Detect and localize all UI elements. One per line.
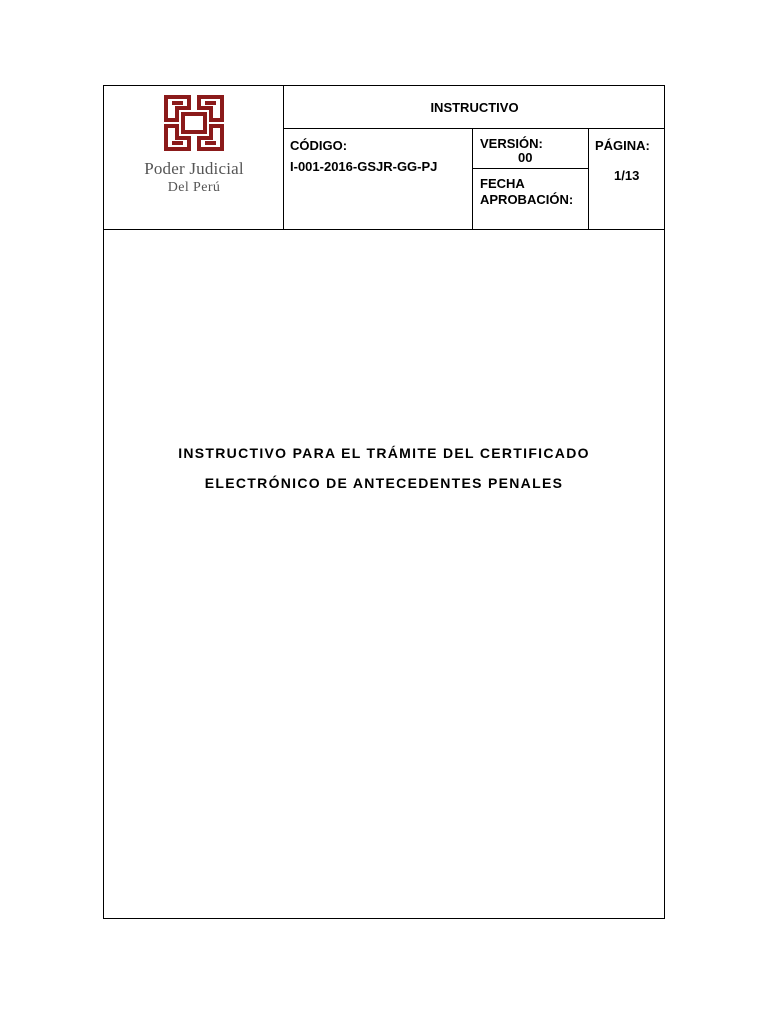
poder-judicial-logo-icon [163,94,225,152]
aprobacion-label: APROBACIÓN: [480,192,574,207]
document-header-table [104,86,664,230]
logo-text-line2: Del Perú [167,180,221,195]
pagina-cell [589,129,665,229]
header-title: INSTRUCTIVO [284,86,665,129]
codigo-value: I-001-2016-GSJR-GG-PJ [290,159,438,174]
codigo-cell [284,129,473,229]
document-title-line2: ELECTRÓNICO DE ANTECEDENTES PENALES [204,475,564,491]
fecha-aprobacion-cell [473,169,589,229]
logo-text-line1: Poder Judicial [144,159,244,178]
document-page [103,85,665,919]
version-cell [473,129,589,169]
logo-cell [104,86,284,229]
document-title-line1: INSTRUCTIVO PARA EL TRÁMITE DEL CERTIFICADO [178,445,590,461]
version-value: 00 [518,150,533,165]
version-label: VERSIÓN: [480,136,543,151]
fecha-label: FECHA [480,176,525,191]
pagina-label: PÁGINA: [595,138,650,153]
pagina-value: 1/13 [614,168,640,183]
codigo-label: CÓDIGO: [290,138,348,153]
